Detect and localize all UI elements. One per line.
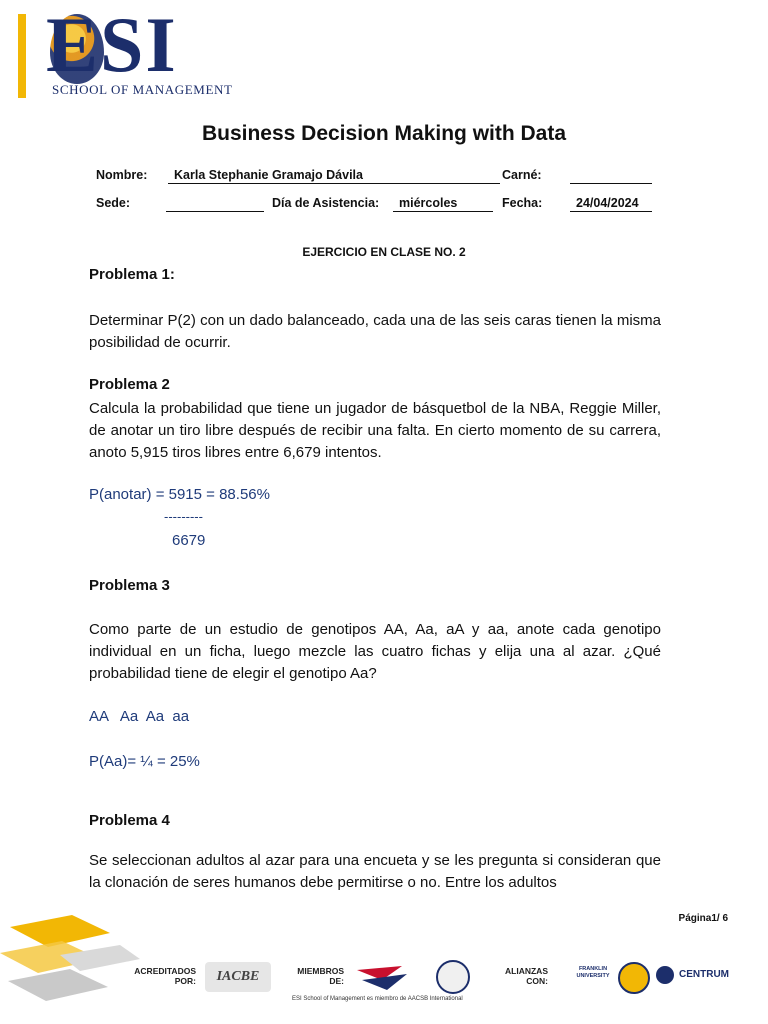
sede-field[interactable] <box>166 195 264 212</box>
dia-label: Día de Asistencia: <box>272 196 380 210</box>
miembros-label: MIEMBROS DE: <box>297 966 344 986</box>
problem-2-text: Calcula la probabilidad que tiene un jugador de básquetbol de la NBA, Reggie Miller, de anotar un tiro libre después de recibir una falta. En cierto momento de su carrera, anoto 5,915 tiros libres entre 6,679 intentos. <box>89 400 661 461</box>
problem-3-answer-line1: AA Aa Aa aa <box>89 708 190 725</box>
page-number: Página1/ 6 <box>678 913 728 924</box>
carne-label: Carné: <box>502 168 542 182</box>
aacsb-note: ESI School of Management es miembro de AACSB International <box>292 996 463 1002</box>
exercise-title: EJERCICIO EN CLASE NO. 2 <box>302 245 466 259</box>
logo-accent-bar <box>18 14 26 98</box>
nombre-field[interactable]: Karla Stephanie Gramajo Dávila <box>168 167 500 184</box>
footer-decoration <box>0 915 140 1010</box>
dia-field[interactable]: miércoles <box>393 195 493 212</box>
problem-1-text: Determinar P(2) con un dado balanceado, cada una de las seis caras tienen la misma posibilidad de ocurrir. <box>89 312 661 351</box>
iacbe-logo: IACBE <box>205 962 271 992</box>
problem-2-answer-line1: P(anotar) = 5915 = 88.56% <box>89 486 270 503</box>
fecha-field[interactable]: 24/04/2024 <box>570 195 652 212</box>
partner-small-seal-icon <box>656 966 674 984</box>
acreditados-label: ACREDITADOS POR: <box>134 966 196 986</box>
problem-3-text: Como parte de un estudio de genotipos AA, Aa, aA y aa, anote cada genotipo individual en un ficha, luego mezcle las cuatro fichas y elija una al azar. ¿Qué probabilidad tiene de elegir el genotipo Aa? <box>89 621 661 682</box>
problem-4-heading: Problema 4 <box>89 812 170 829</box>
problem-4-text: Se seleccionan adultos al azar para una encueta y se les pregunta si consideran que la clonación de seres humanos debe permitirse o no. Entre los adultos <box>89 852 661 891</box>
nombre-label: Nombre: <box>96 168 148 182</box>
problem-2-answer-line3: 6679 <box>172 532 206 549</box>
carne-field[interactable] <box>570 167 652 184</box>
problem-2-answer-line2: --------- <box>164 509 203 524</box>
logo-esi: ESI <box>46 1 178 88</box>
alianzas-label: ALIANZAS CON: <box>505 966 548 986</box>
problem-3-answer-line2: P(Aa)= ¼ = 25% <box>89 753 200 770</box>
sede-label: Sede: <box>96 196 131 210</box>
problem-2-heading: Problema 2 <box>89 376 170 393</box>
logo-subtitle: SCHOOL OF MANAGEMENT <box>52 82 233 97</box>
centrum-logo: CENTRUM <box>679 969 729 980</box>
problem-1-heading: Problema 1: <box>89 266 175 283</box>
aacsb-seal-icon <box>436 960 470 994</box>
franklin-logo: FRANKLIN UNIVERSITY <box>576 966 610 979</box>
partner-seal-icon <box>618 962 650 994</box>
document-title: Business Decision Making with Data <box>201 122 567 145</box>
member-logo-icon <box>352 960 432 996</box>
fecha-label: Fecha: <box>502 196 543 210</box>
problem-3-heading: Problema 3 <box>89 577 170 594</box>
